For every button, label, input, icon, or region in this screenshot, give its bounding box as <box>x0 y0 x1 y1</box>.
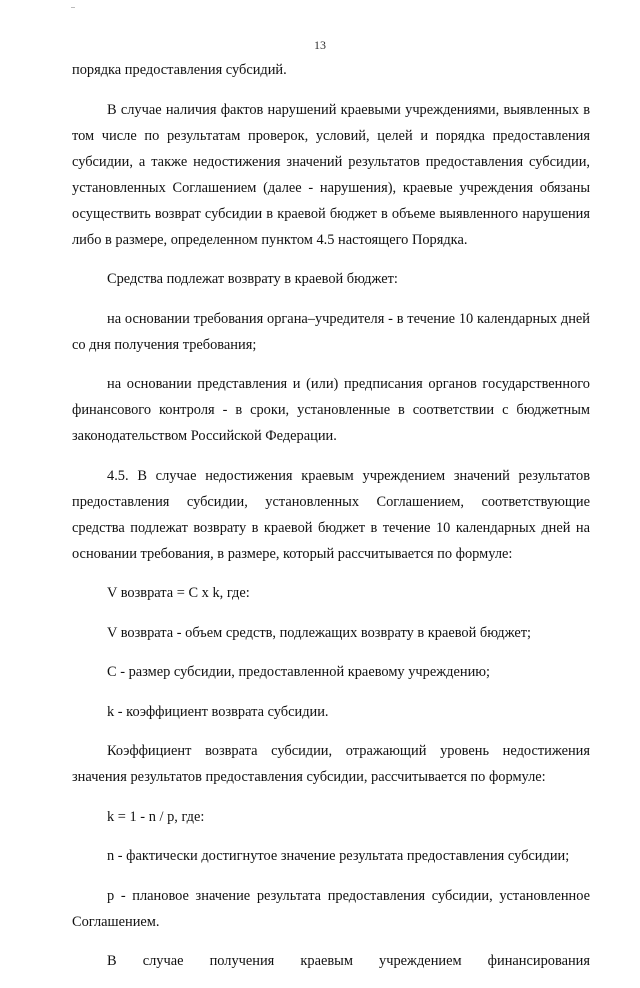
formula-return: V возврата = C x k, где: <box>107 585 250 601</box>
paragraph-financial-control: на основании представления и (или) предписания органов государственного финансового контроля - в сроки, установленные в соответствии с бюджетным законодательством Российской Федерации. <box>72 376 590 444</box>
definition-c: C - размер субсидии, предоставленной краевому учреждению; <box>107 664 491 680</box>
formula-k: k = 1 - n / p, где: <box>107 808 205 825</box>
paragraph-4-5: 4.5. В случае недостижения краевым учреждением значений результатов предоставления субсидии, установленных Соглашением, соответствующие средства подлежат возврату в краевой бюджет в течение 10 календарных дней на основании требования, в размере, который рассчитывается по формуле: <box>72 467 590 562</box>
paragraph-coefficient: Коэффициент возврата субсидии, отражающий уровень недостижения значения результатов предоставления субсидии, рассчитывается по формуле: <box>72 743 590 785</box>
paragraph-violations: В случае наличия фактов нарушений краевыми учреждениями, выявленных в том числе по результатам проверок, условий, целей и порядка предоставления субсидии, а также недостижения значений результатов предоставления субсидии, установленных Соглашением (далее - нарушения), краевые учреждения обязаны осуществить возврат субсидии в краевой бюджет в объеме выявленного нарушения либо в размере, определенном пунктом 4.5 настоящего Порядка. <box>72 101 590 248</box>
page-number: 13 <box>314 38 326 52</box>
definition-v-return: V возврата - объем средств, подлежащих возврату в краевой бюджет; <box>107 624 531 641</box>
definition-k: k - коэффициент возврата субсидии. <box>107 703 329 720</box>
definition-p: p - плановое значение результата предоставления субсидии, установленное Соглашением. <box>72 887 590 930</box>
paragraph-founder-requirement: на основании требования органа–учредителя - в течение 10 календарных дней со дня получения требования; <box>72 310 590 353</box>
scan-mark <box>71 7 75 8</box>
paragraph-financing: В случае получения краевым учреждением финансирования <box>107 953 590 969</box>
paragraph-return-funds: Средства подлежат возврату в краевой бюджет: <box>107 271 398 287</box>
paragraph-continuation: порядка предоставления субсидий. <box>72 62 287 78</box>
definition-n: n - фактически достигнутое значение результата предоставления субсидии; <box>107 848 570 864</box>
document-body <box>72 57 590 988</box>
